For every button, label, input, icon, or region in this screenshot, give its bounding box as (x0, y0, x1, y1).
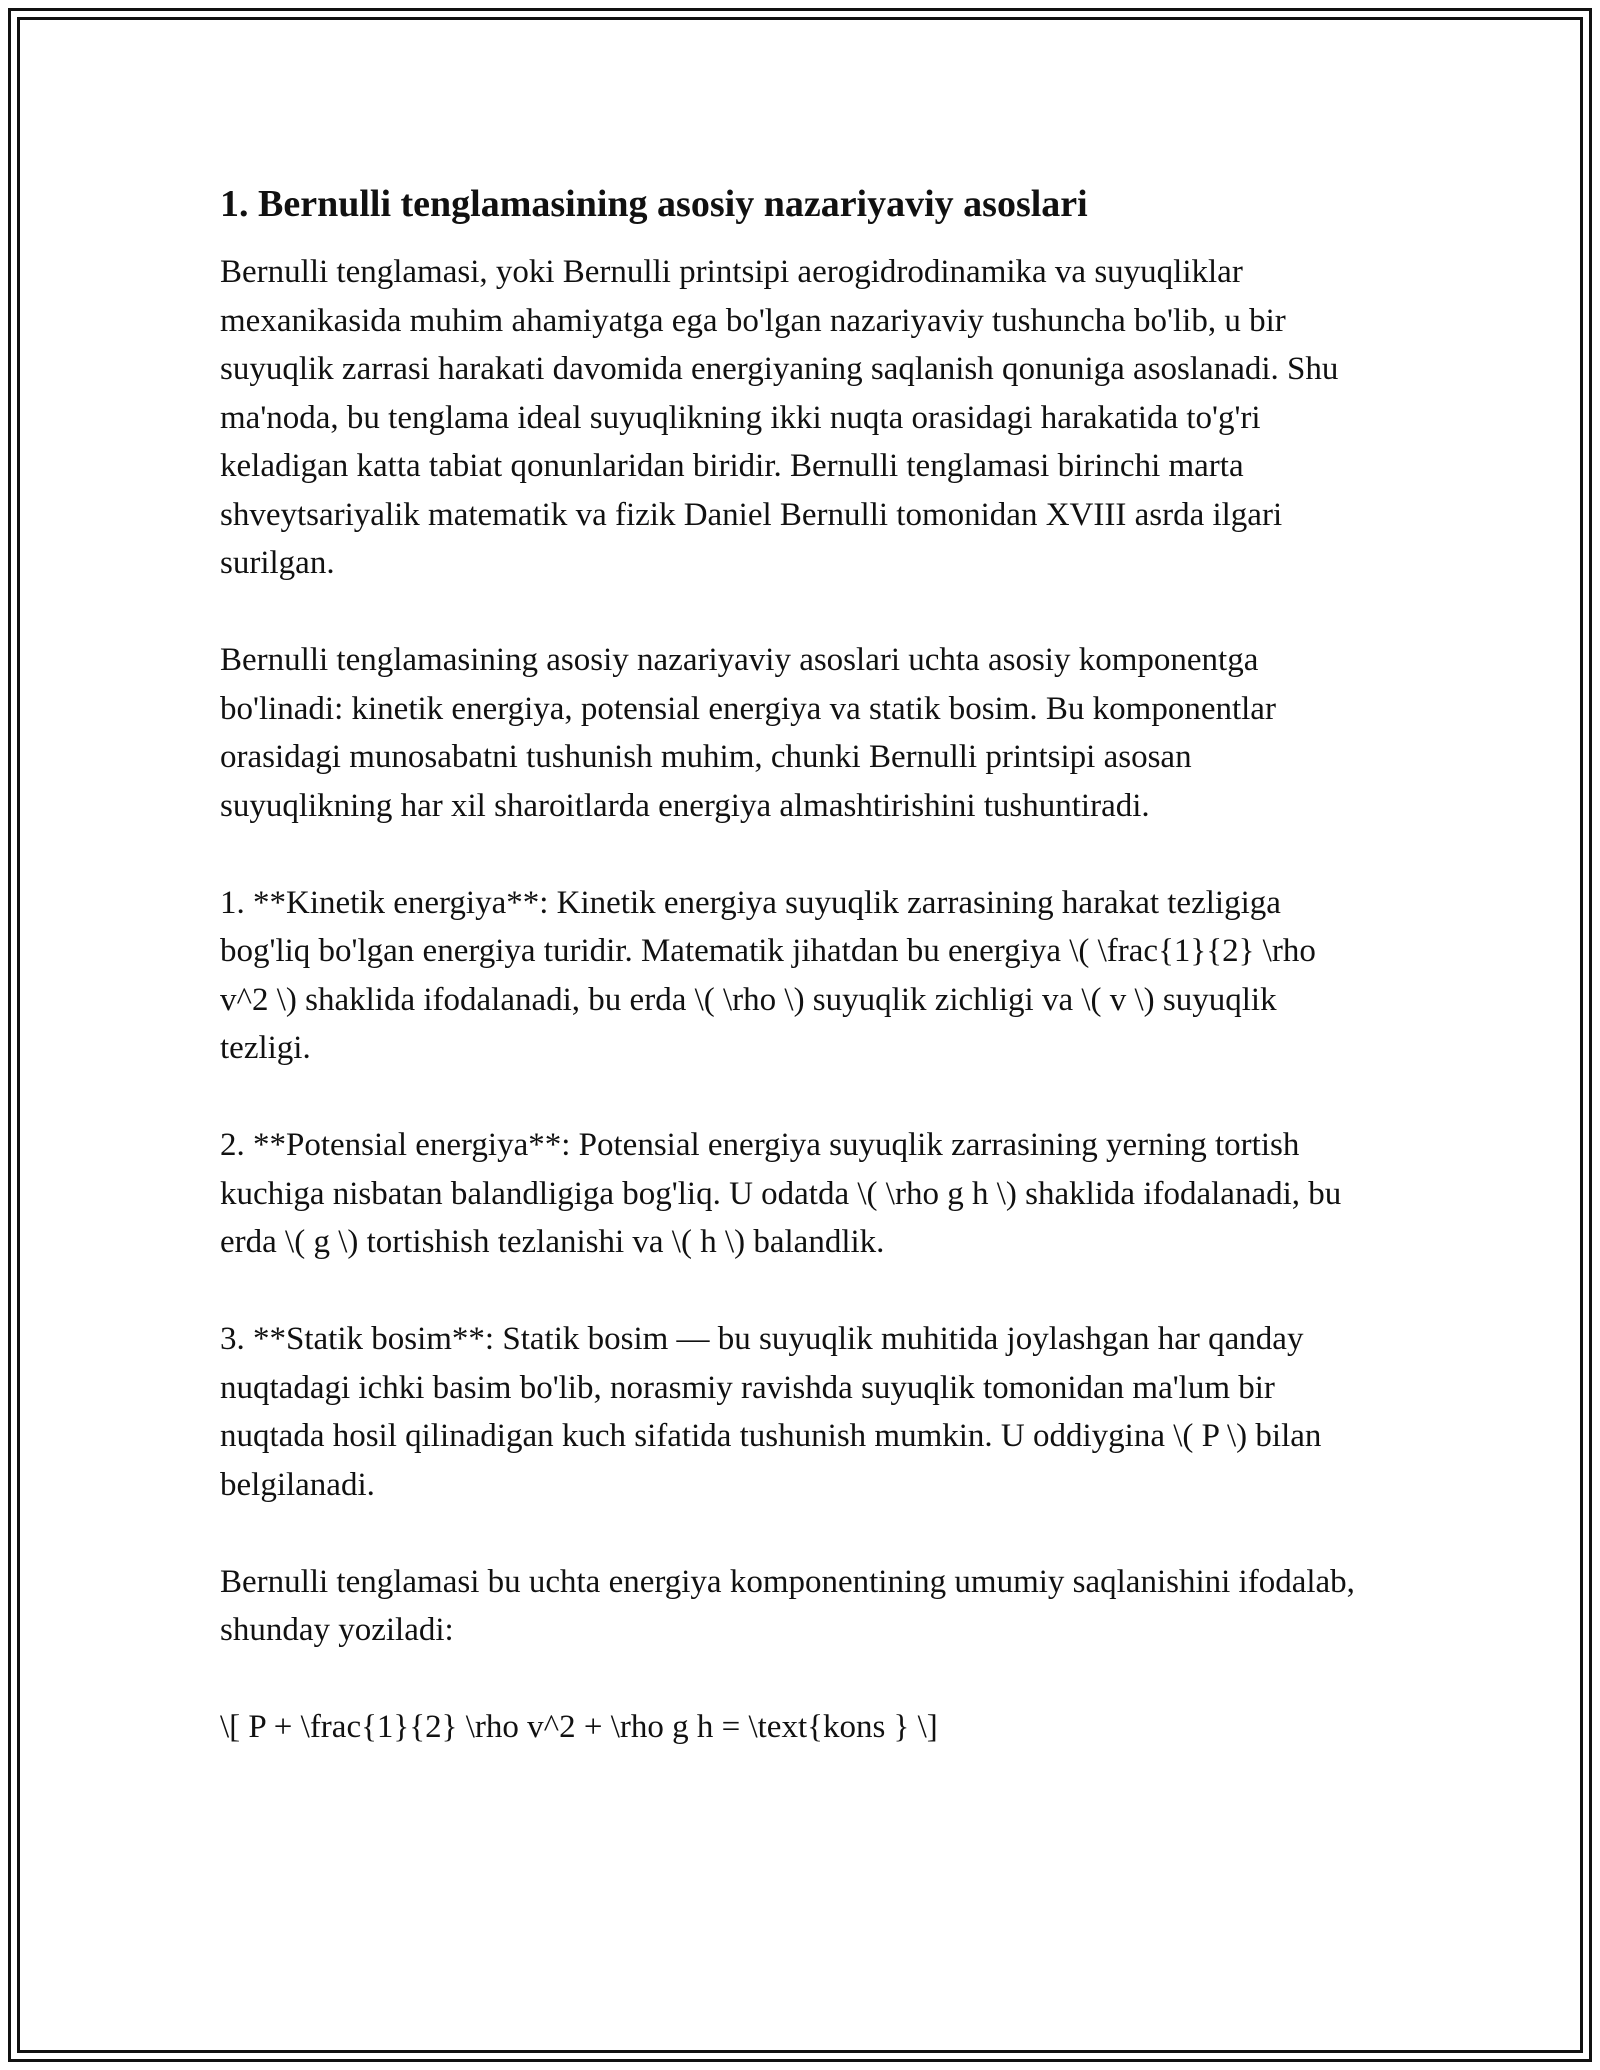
paragraph-potential-energy: 2. **Potensial energiya**: Potensial energiya suyuqlik zarrasining yerning tortish kuchiga nisbatan balandligiga bog'liq. U odatda \( \rho g h \) shaklida ifodalanadi, bu erda \( g \) tortishish tezlanishi va \( h \) balandlik. (220, 1127, 1342, 1260)
paragraph-components: Bernulli tenglamasining asosiy nazariyaviy asoslari uchta asosiy komponentga bo'linadi: kinetik energiya, potensial energiya va statik bosim. Bu komponentlar orasidagi munosabatni tushunish muhim, chunki Bernulli printsipi asosan suyuqlikning har xil sharoitlarda energiya almashtirishini tushuntiradi. (220, 642, 1276, 824)
paragraph-intro: Bernulli tenglamasi, yoki Bernulli printsipi aerogidrodinamika va suyuqliklar mexanikasida muhim ahamiyatga ega bo'lgan nazariyaviy tushuncha bo'lib, u bir suyuqlik zarrasi harakati davomida energiyaning saqlanish qonuniga asoslanadi. Shu ma'noda, bu tenglama ideal suyuqlikning ikki nuqta orasidagi harakatida to'g'ri keladigan katta tabiat qonunlaridan biridir. Bernulli tenglamasi birinchi marta shveytsariyalik matematik va fizik Daniel Bernulli tomonidan XVIII asrda ilgari surilgan. (220, 254, 1339, 581)
section-heading: 1. Bernulli tenglamasining asosiy nazariyaviy asoslari (220, 183, 1088, 225)
equation-line: \[ P + \frac{1}{2} \rho v^2 + \rho g h = \text{kons } \] (220, 1709, 938, 1745)
document-body (220, 178, 1370, 1752)
paragraph-static-pressure: 3. **Statik bosim**: Statik bosim — bu suyuqlik muhitida joylashgan har qanday nuqtadagi ichki basim bo'lib, norasmiy ravishda suyuqlik tomonidan ma'lum bir nuqtada hosil qilinadigan kuch sifatida tushunish mumkin. U oddiygina \( P \) bilan belgilanadi. (220, 1321, 1322, 1503)
paragraph-equation-intro: Bernulli tenglamasi bu uchta energiya komponentining umumiy saqlanishini ifodalab, shunday yoziladi: (220, 1563, 1355, 1648)
paragraph-kinetic-energy: 1. **Kinetik energiya**: Kinetik energiya suyuqlik zarrasining harakat tezligiga bog'liq bo'lgan energiya turidir. Matematik jihatdan bu energiya \( \frac{1}{2} \rho v^2 \) shaklida ifodalanadi, bu erda \( \rho \) suyuqlik zichligi va \( v \) suyuqlik tezligi. (220, 884, 1316, 1066)
